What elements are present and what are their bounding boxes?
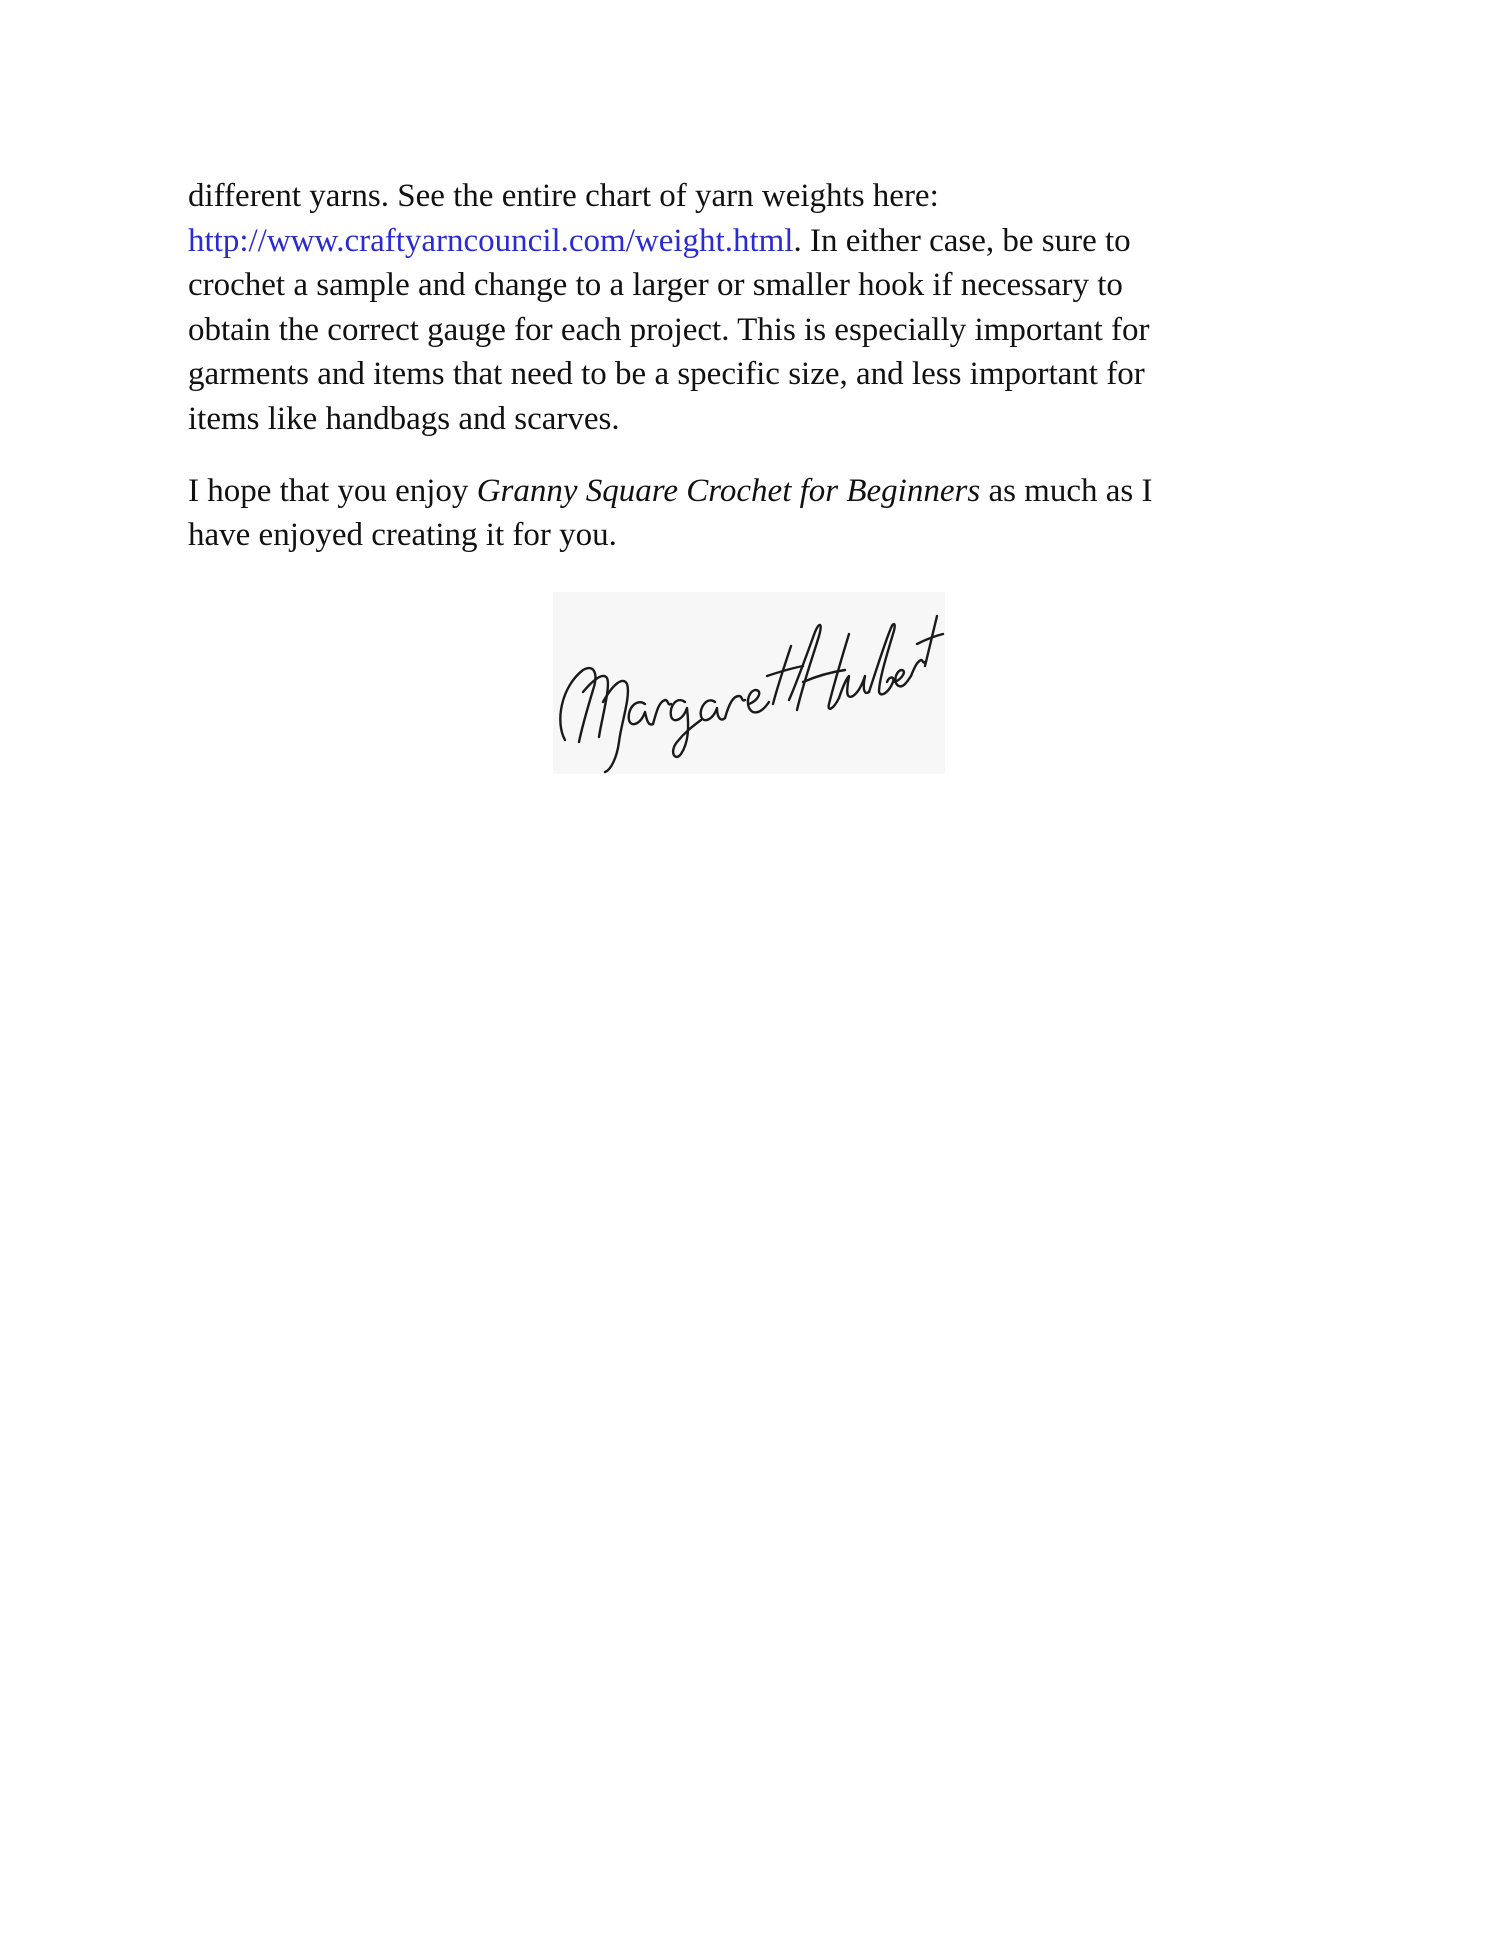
paragraph-yarn-weights — [188, 174, 1308, 442]
text-segment: as much as I — [980, 472, 1153, 509]
body-text — [188, 174, 1308, 558]
text-segment: I hope that you enjoy — [188, 472, 477, 509]
text-segment: . In either case, be sure to — [793, 222, 1131, 259]
paragraph-closing — [188, 469, 1308, 558]
signature-image — [553, 592, 945, 774]
text-line: have enjoyed creating it for you. — [188, 517, 617, 554]
book-title: Granny Square Crochet for Beginners — [476, 472, 981, 509]
text-line: garments and items that need to be a specific size, and less important for — [188, 356, 1145, 393]
text-line: different yarns. See the entire chart of yarn weights here: — [188, 178, 939, 214]
text-line: obtain the correct gauge for each project. This is especially important for — [188, 311, 1150, 348]
text-line: items like handbags and scarves. — [188, 400, 620, 437]
signature-graphic — [553, 592, 945, 774]
text-line: crochet a sample and change to a larger or smaller hook if necessary to — [188, 267, 1123, 304]
craft-yarn-council-link[interactable]: http://www.craftyarncouncil.com/weight.html — [188, 222, 794, 259]
